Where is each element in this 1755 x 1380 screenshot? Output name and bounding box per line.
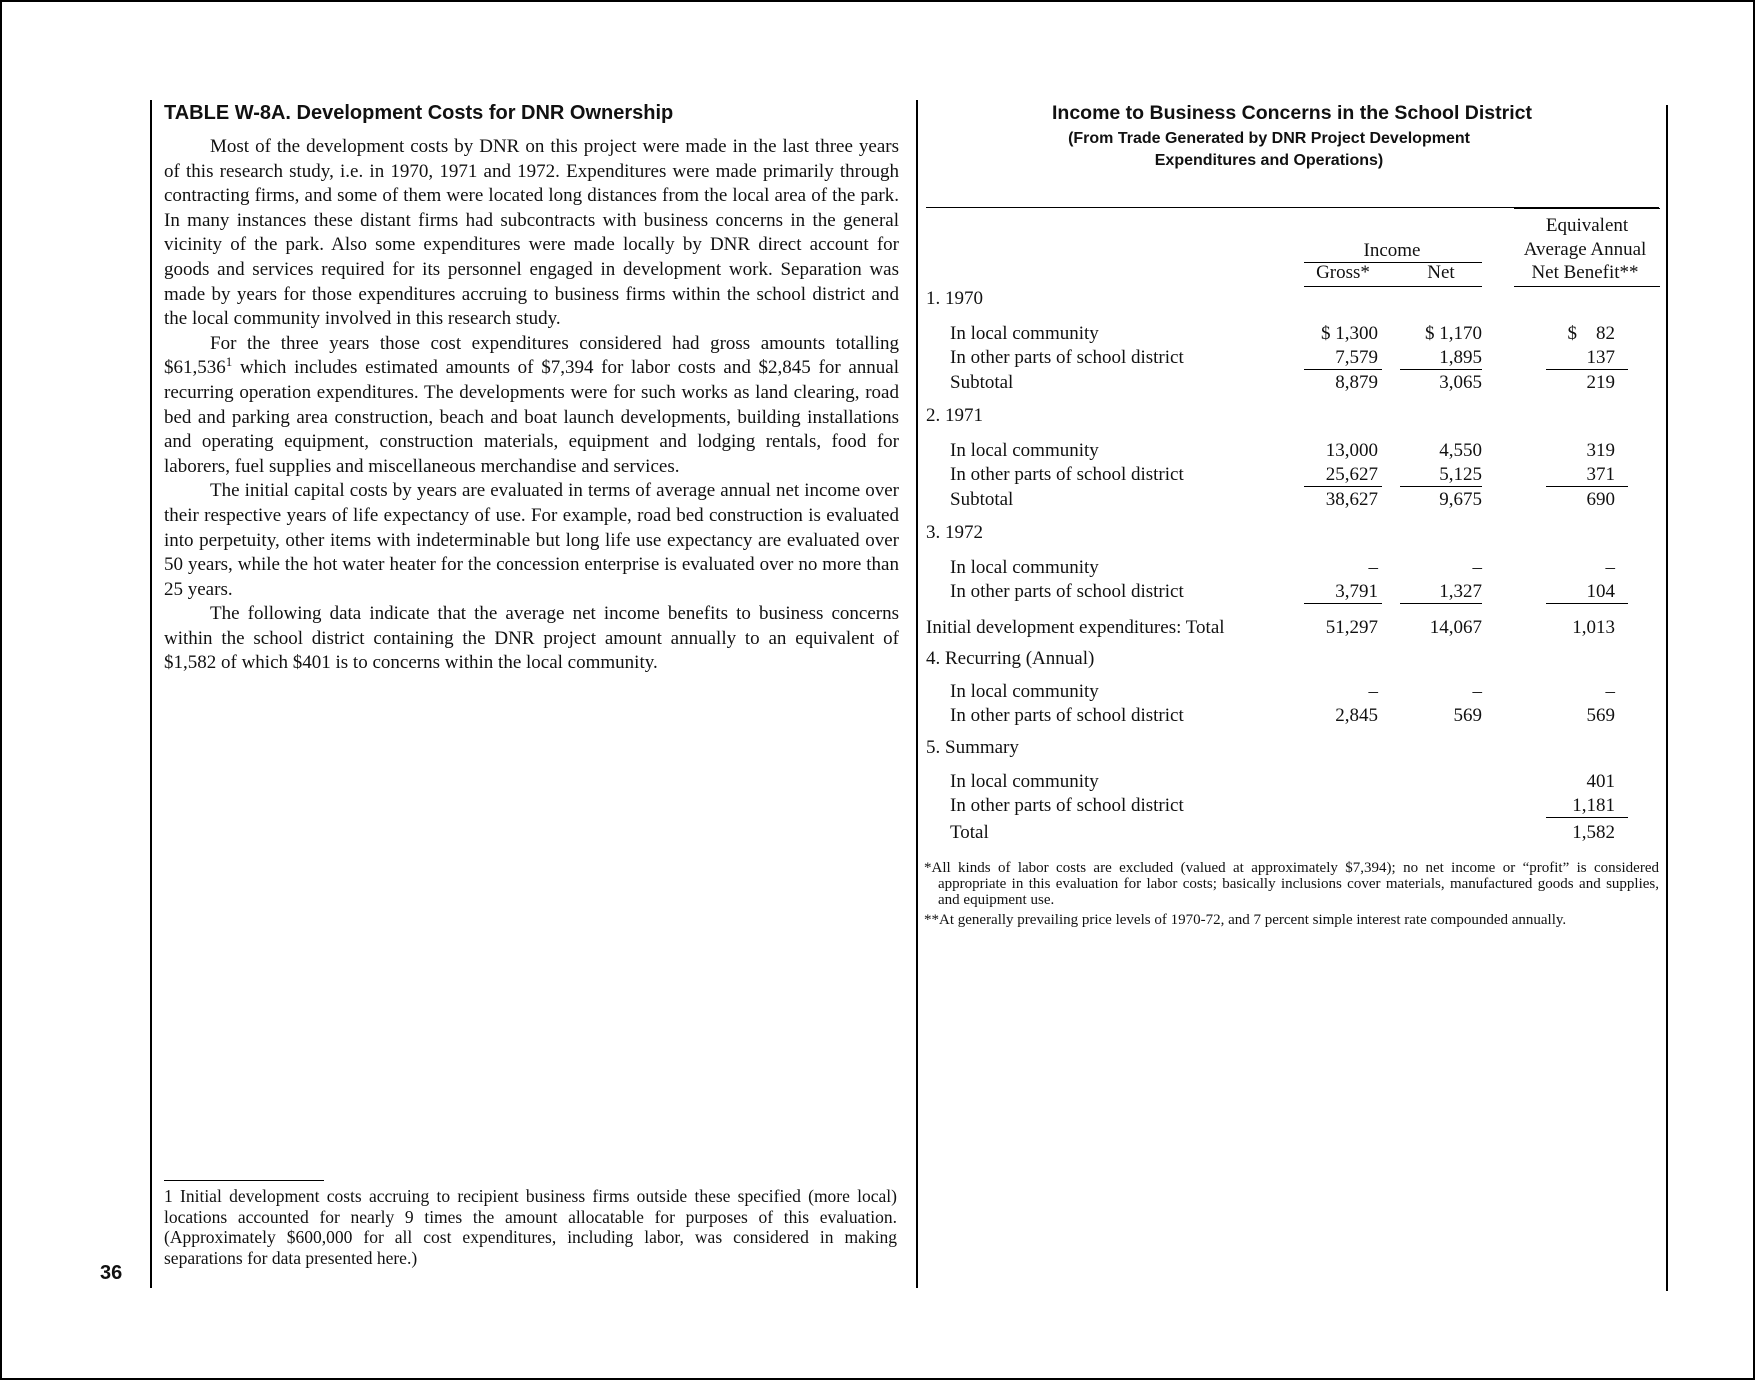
- row-label: In local community: [950, 440, 1099, 461]
- subtotal-rule: [1304, 369, 1382, 370]
- para2-text-before: For the three years those cost expenditures considered had gross amounts totalling $61,536: [164, 332, 899, 379]
- cell-net: –: [1472, 557, 1482, 578]
- page-number: 36: [100, 1262, 123, 1284]
- row-label: 1. 1970: [926, 288, 983, 309]
- note-gross: *All kinds of labor costs are excluded (valued at approximately $7,394); no net income or “profit” is considered appropriate in this evaluation for labor costs; basically inclusions cover materials, manufactured goods and supplies, and equipment use.: [924, 860, 1659, 908]
- subtotal-rule: [1546, 817, 1628, 818]
- cell-equiv: 401: [1586, 771, 1615, 792]
- cell-net: 569: [1453, 705, 1482, 726]
- body-paragraph-3: The initial capital costs by years are evaluated in terms of average annual net income over their respective years of life expectancy of use. For example, road bed construction is evaluated into perpetuity, other items with indeterminable but long life use expectancy are evaluated over 50 years, while the hot water heater for the concession enterprise is evaluated over no more than 25 years.: [164, 480, 899, 600]
- page-border-left: [0, 0, 2, 1380]
- footnote-rule: [164, 1180, 324, 1181]
- subtotal-rule: [1546, 369, 1628, 370]
- row-label: 2. 1971: [926, 405, 983, 426]
- cell-equiv: 1,582: [1572, 822, 1615, 843]
- left-column: [164, 100, 899, 676]
- row-label: In local community: [950, 771, 1099, 792]
- cell-net: $ 1,170: [1425, 323, 1482, 344]
- cell-gross: 8,879: [1335, 372, 1378, 393]
- header-gross: Gross*: [1316, 262, 1370, 283]
- row-label: In local community: [950, 323, 1099, 344]
- body-paragraph-1: Most of the development costs by DNR on this project were made in the last three years of this research study, i.e. in 1970, 1971 and 1972. Expenditures were made primarily through contracting firms, and some of them were located long distances from the local area of the park. In many instances these distant firms had subcontracts with business concerns in the general vicinity of the park. Also some expenditures were made locally by DNR direct account for goods and services required for its personnel engaged in development work. Separation was made by years for those expenditures accruing to business firms within the school district and the local community involved in this research study.: [164, 136, 899, 330]
- cell-equiv: 1,181: [1572, 795, 1615, 816]
- header-income: Income: [1363, 240, 1421, 261]
- subtotal-rule: [1400, 486, 1482, 487]
- equiv-header-bottom-rule: [1514, 286, 1660, 287]
- row-label: In other parts of school district: [950, 705, 1184, 726]
- footnote-text: Initial development costs accruing to recipient business firms outside these specified (more local) locations accounted for nearly 9 times the amount allocatable for purposes of this evaluation. (Approximately $600,000 for all cost expenditures, including labor, was considered in making separations for data presented here.): [164, 1186, 897, 1268]
- cell-net: 1,327: [1439, 581, 1482, 602]
- row-label: Subtotal: [950, 372, 1014, 393]
- cell-equiv: 104: [1586, 581, 1615, 602]
- footnote: [164, 1186, 897, 1268]
- cell-net: 3,065: [1439, 372, 1482, 393]
- row-label: In other parts of school district: [950, 795, 1184, 816]
- cell-equiv: 569: [1586, 705, 1615, 726]
- row-label: Total: [950, 822, 989, 843]
- cell-equiv: 219: [1586, 372, 1615, 393]
- row-label: Subtotal: [950, 489, 1014, 510]
- subtotal-rule: [1546, 486, 1628, 487]
- cell-gross: 3,791: [1335, 581, 1378, 602]
- cell-net: 9,675: [1439, 489, 1482, 510]
- right-margin-rule: [1666, 105, 1668, 1291]
- table-title: Income to Business Concerns in the School District: [1051, 102, 1532, 124]
- row-label: In other parts of school district: [950, 347, 1184, 368]
- cell-gross: 7,579: [1335, 347, 1378, 368]
- cell-equiv: –: [1605, 557, 1615, 578]
- row-label: In other parts of school district: [950, 581, 1184, 602]
- column-divider-rule: [916, 100, 918, 1288]
- body-paragraph-2: [164, 332, 899, 480]
- left-margin-rule: [150, 100, 152, 1288]
- section-title: TABLE W-8A. Development Costs for DNR Ownership: [164, 102, 674, 124]
- cell-equiv: –: [1605, 681, 1615, 702]
- header-average-annual: Average Annual: [1523, 239, 1647, 260]
- row-label: Initial development expenditures: Total: [926, 617, 1225, 638]
- right-column: [924, 100, 1660, 172]
- cell-equiv: 137: [1586, 347, 1615, 368]
- cell-net: 1,895: [1439, 347, 1482, 368]
- cell-gross: 51,297: [1325, 617, 1378, 638]
- table-subtitle-line-1: (From Trade Generated by DNR Project Development: [1068, 130, 1470, 147]
- body-paragraph-4: The following data indicate that the average net income benefits to business concerns within the school district containing the DNR project amount annually to an equivalent of $1,582 of which $401 is to concerns within the local community.: [164, 603, 899, 674]
- equiv-header-top-rule: [1514, 208, 1660, 209]
- cell-gross: 38,627: [1325, 489, 1378, 510]
- page-border-top: [0, 0, 1755, 2]
- subtotal-rule: [1400, 603, 1482, 604]
- cell-equiv: $ 82: [1567, 323, 1615, 344]
- cell-gross: –: [1368, 557, 1378, 578]
- header-net: Net: [1427, 262, 1455, 283]
- header-equivalent: Equivalent: [1545, 215, 1629, 236]
- cell-net: 14,067: [1429, 617, 1482, 638]
- cell-net: –: [1472, 681, 1482, 702]
- cell-equiv: 1,013: [1572, 617, 1615, 638]
- footnote-mark: 1: [164, 1186, 173, 1206]
- row-label: In local community: [950, 681, 1099, 702]
- cell-gross: 2,845: [1335, 705, 1378, 726]
- subtotal-rule: [1400, 369, 1482, 370]
- footnote-reference: 1: [225, 354, 233, 370]
- subtotal-rule: [1546, 603, 1628, 604]
- note-net-benefit: **At generally prevailing price levels of 1970-72, and 7 percent simple interest rate compounded annually.: [924, 912, 1567, 928]
- row-label: 5. Summary: [926, 737, 1019, 758]
- subtotal-rule: [1304, 486, 1382, 487]
- row-label: In other parts of school district: [950, 464, 1184, 485]
- table-subtitle-line-2: Expenditures and Operations): [1154, 152, 1384, 169]
- header-bottom-rule: [1304, 286, 1482, 287]
- cell-net: 4,550: [1439, 440, 1482, 461]
- cell-gross: –: [1368, 681, 1378, 702]
- subtotal-rule: [1304, 603, 1382, 604]
- row-label: 3. 1972: [926, 522, 983, 543]
- table-notes: [924, 860, 1659, 932]
- cell-gross: 13,000: [1325, 440, 1378, 461]
- cell-gross: 25,627: [1325, 464, 1378, 485]
- table-subtitle: [924, 128, 1614, 172]
- row-label: In local community: [950, 557, 1099, 578]
- cell-equiv: 690: [1586, 489, 1615, 510]
- cell-equiv: 371: [1586, 464, 1615, 485]
- para2-text-after: which includes estimated amounts of $7,394 for labor costs and $2,845 for annual recurring operation expenditures. The developments were for such works as land clearing, road bed and parking area construction, beach and boat launch developments, building installations and operating equipment, construction materials, equipment and lodging rentals, food for laborers, fuel supplies and miscellaneous merchandise and services.: [164, 357, 899, 477]
- row-label: 4. Recurring (Annual): [926, 648, 1095, 669]
- header-net-benefit: Net Benefit**: [1531, 262, 1639, 283]
- cell-equiv: 319: [1586, 440, 1615, 461]
- cell-net: 5,125: [1439, 464, 1482, 485]
- cell-gross: $ 1,300: [1321, 323, 1378, 344]
